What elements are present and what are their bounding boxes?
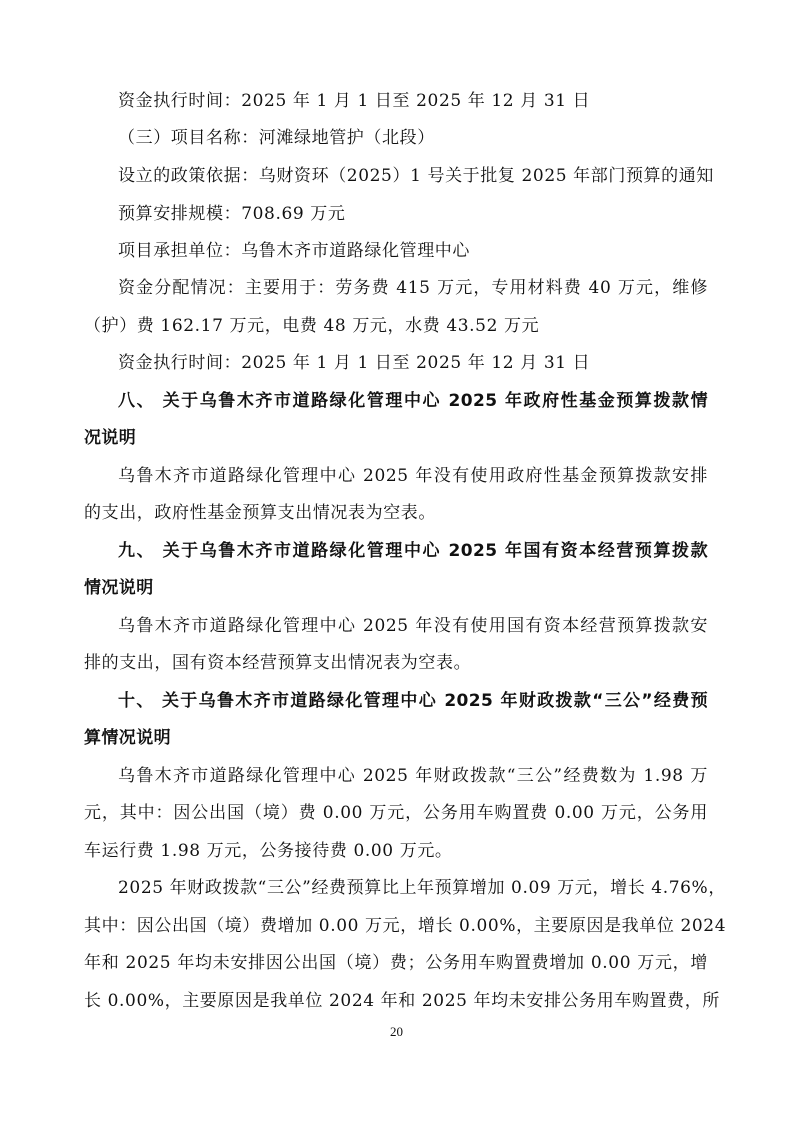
text-line: 资金执行时间：2025 年 1 月 1 日至 2025 年 12 月 31 日	[118, 353, 591, 373]
text-line: 乌鲁木齐市道路绿化管理中心 2025 年财政拨款“三公”经费数为 1.98 万	[118, 766, 708, 786]
text-line: 乌鲁木齐市道路绿化管理中心 2025 年没有使用政府性基金预算拨款安排	[118, 466, 708, 486]
text-line: 设立的政策依据：乌财资环（2025）1 号关于批复 2025 年部门预算的通知	[118, 166, 714, 186]
text-line: 车运行费 1.98 万元，公务接待费 0.00 万元。	[84, 841, 453, 861]
text-line: 元，其中：因公出国（境）费 0.00 万元，公务用车购置费 0.00 万元，公务用	[84, 803, 708, 823]
text-line: 资金执行时间：2025 年 1 月 1 日至 2025 年 12 月 31 日	[118, 91, 591, 111]
text-line: 2025 年财政拨款“三公”经费预算比上年预算增加 0.09 万元，增长 4.76%，	[118, 878, 726, 898]
section-heading: 况说明	[84, 428, 137, 448]
text-line: （护）费 162.17 万元，电费 48 万元，水费 43.52 万元	[84, 316, 540, 336]
text-line: 项目承担单位：乌鲁木齐市道路绿化管理中心	[118, 241, 470, 261]
text-line: 其中：因公出国（境）费增加 0.00 万元，增长 0.00%，主要原因是我单位 2024	[84, 916, 727, 936]
section-heading: 八、 关于乌鲁木齐市道路绿化管理中心 2025 年政府性基金预算拨款情	[118, 391, 708, 411]
section-heading: 情况说明	[84, 578, 154, 598]
text-line: 预算安排规模：708.69 万元	[118, 204, 346, 224]
text-line: 乌鲁木齐市道路绿化管理中心 2025 年没有使用国有资本经营预算拨款安	[118, 616, 708, 636]
section-heading: 算情况说明	[84, 728, 171, 748]
text-line: 资金分配情况：主要用于：劳务费 415 万元，专用材料费 40 万元，维修	[118, 278, 708, 298]
text-line: （三）项目名称：河滩绿地管护（北段）	[118, 128, 435, 148]
text-line: 排的支出，国有资本经营预算支出情况表为空表。	[84, 653, 472, 673]
section-heading: 九、 关于乌鲁木齐市道路绿化管理中心 2025 年国有资本经营预算拨款	[118, 541, 708, 561]
page-number: 20	[390, 1024, 403, 1039]
text-line: 年和 2025 年均未安排因公出国（境）费；公务用车购置费增加 0.00 万元，增	[84, 953, 708, 973]
section-heading: 十、 关于乌鲁木齐市道路绿化管理中心 2025 年财政拨款“三公”经费预	[118, 691, 708, 711]
text-line: 长 0.00%，主要原因是我单位 2024 年和 2025 年均未安排公务用车购置费，所	[84, 991, 720, 1011]
text-line: 的支出，政府性基金预算支出情况表为空表。	[84, 503, 436, 523]
